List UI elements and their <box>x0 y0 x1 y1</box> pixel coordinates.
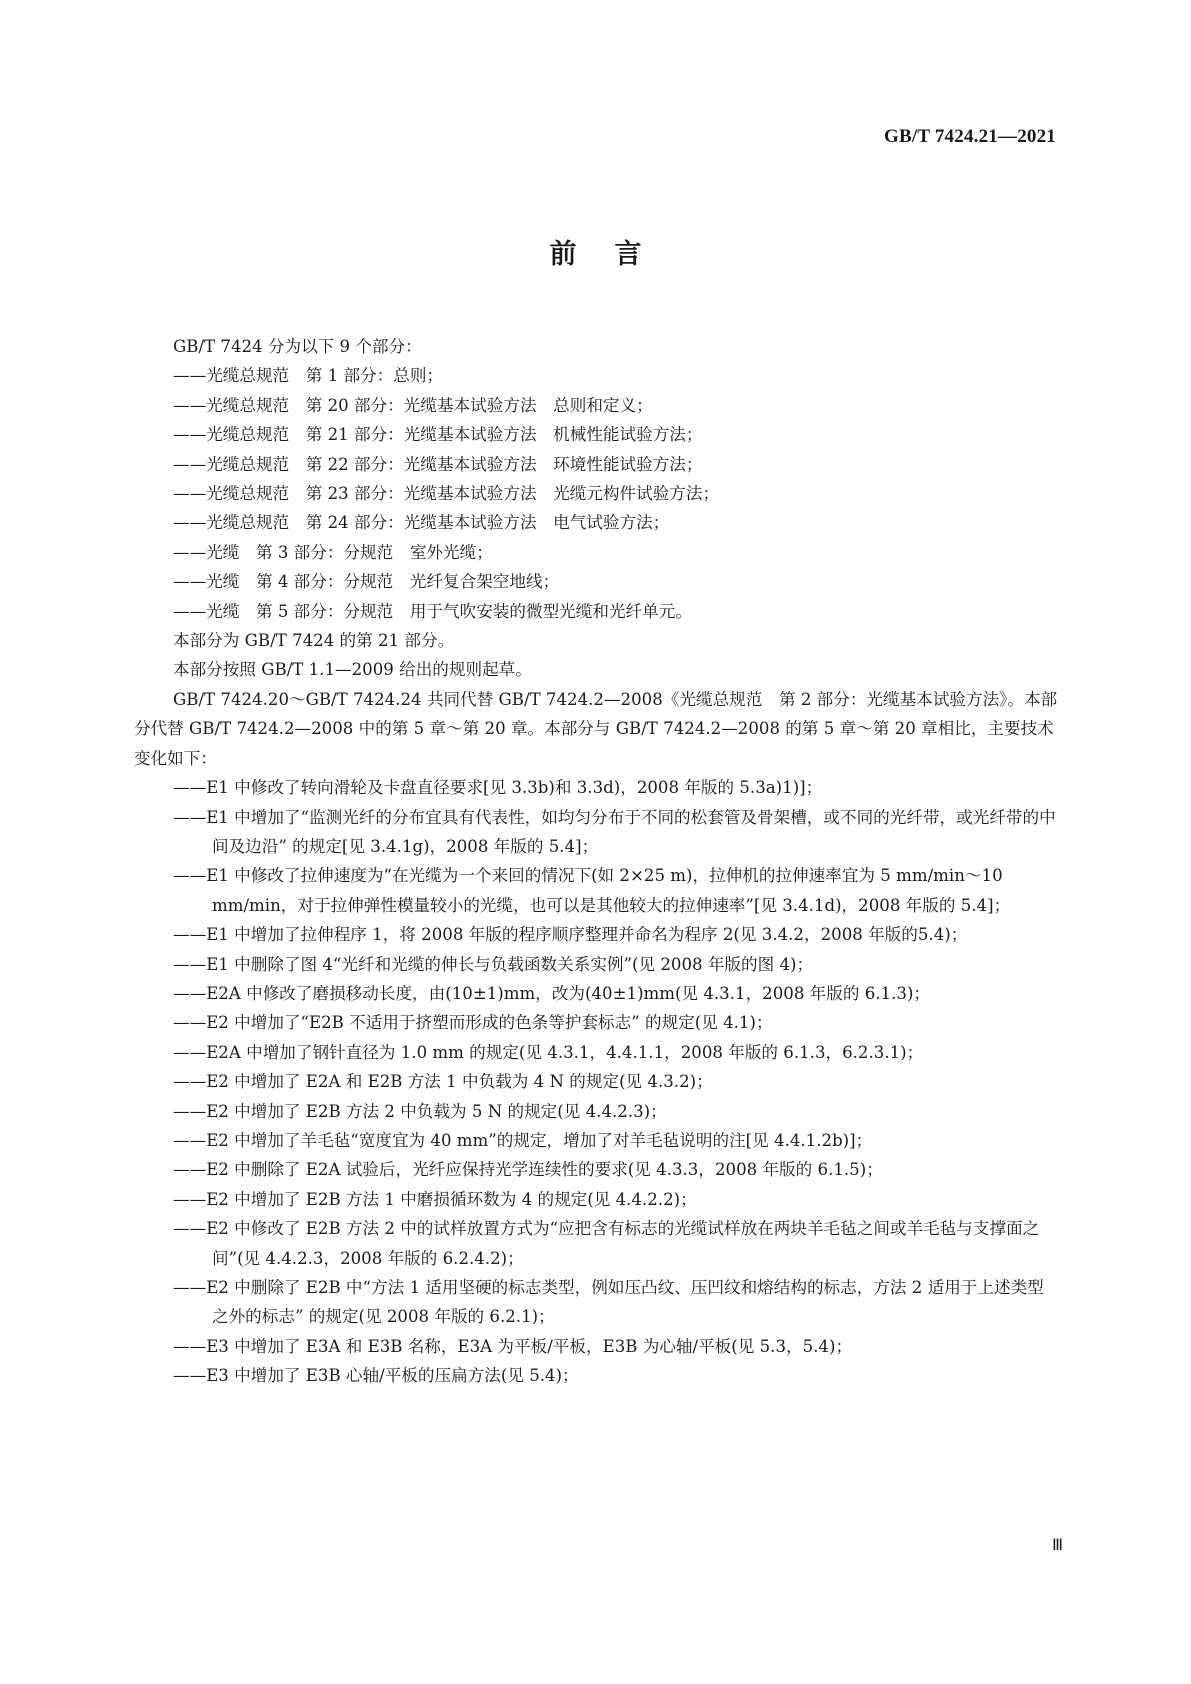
change-list-item: ——E2 中修改了 E2B 方法 2 中的试样放置方式为“应把含有标志的光缆试样放在两块羊毛毡之间或羊毛毡与支撑面之间”(见 4.4.2.3，2008 年版的 6.2.4.2)； <box>173 1219 1040 1268</box>
parts-list-item: ——光缆总规范 第 23 部分：光缆基本试验方法 光缆元构件试验方法； <box>173 484 720 504</box>
page-number: Ⅲ <box>1051 1537 1063 1554</box>
change-list-item: ——E2A 中增加了钢针直径为 1.0 mm 的规定(见 4.3.1，4.4.1.1，2008 年版的 6.1.3，6.2.3.1)； <box>173 1042 924 1062</box>
change-list-item: ——E2 中增加了 E2A 和 E2B 方法 1 中负载为 4 N 的规定(见 4.3.2)； <box>173 1072 713 1092</box>
change-list-item: ——E1 中增加了拉伸程序 1，将 2008 年版的程序顺序整理并命名为程序 2(见 3.4.2，2008 年版的5.4)； <box>173 925 968 945</box>
document-body <box>134 332 1058 1391</box>
parts-list-item: ——光缆 第 5 部分：分规范 用于气吹安装的微型光缆和光纤单元。 <box>173 601 692 621</box>
parts-list-item: ——光缆 第 3 部分：分规范 室外光缆； <box>173 542 493 562</box>
parts-list-item: ——光缆 第 4 部分：分规范 光纤复合架空地线； <box>173 572 560 592</box>
change-list-item: ——E2 中增加了羊毛毡“宽度宜为 40 mm”的规定，增加了对羊毛毡说明的注[见 4.4.1.2b)]； <box>173 1130 873 1150</box>
change-list-item: ——E2 中删除了 E2A 试验后，光纤应保持光学连续性的要求(见 4.3.3，2008 年版的 6.1.5)； <box>173 1160 883 1180</box>
parts-list-item: ——光缆总规范 第 22 部分：光缆基本试验方法 环境性能试验方法； <box>173 454 703 474</box>
change-list-item: ——E1 中修改了转向滑轮及卡盘直径要求[见 3.3b)和 3.3d)，2008 年版的 5.3a)1)]； <box>173 778 823 798</box>
document-code: GB/T 7424.21—2021 <box>884 126 1056 147</box>
change-list-item: ——E2A 中修改了磨损移动长度，由(10±1)mm，改为(40±1)mm(见 4.3.1，2008 年版的 6.1.3)； <box>173 983 931 1003</box>
intro-paragraph: GB/T 7424 分为以下 9 个部分： <box>173 337 422 356</box>
replacement-paragraph: GB/T 7424.20～GB/T 7424.24 共同代替 GB/T 7424.2—2008《光缆总规范 第 2 部分：光缆基本试验方法》。本部分代替 GB/T 7424.2—2008 中的第 5 章～第 20 章。本部分与 GB/T 7424.2—2008 的第 5 章～第 20 章相比，主要技术变化如下： <box>134 689 1058 768</box>
change-list-item: ——E1 中修改了拉伸速度为“在光缆为一个来回的情况下(如 2×25 m)，拉伸机的拉伸速率宜为 5 mm/min～10 mm/min，对于拉伸弹性模量较小的光缆，也可以是其他较大的拉伸速率”[见 3.4.1d)，2008 年版的 5.4]； <box>173 866 1011 915</box>
parts-list-item: ——光缆总规范 第 1 部分：总则； <box>173 366 444 386</box>
page-title: 前言 <box>549 239 680 270</box>
change-list-item: ——E2 中增加了 E2B 方法 2 中负载为 5 N 的规定(见 4.4.2.3)； <box>173 1101 667 1121</box>
change-list-item: ——E2 中增加了“E2B 不适用于挤塑而形成的色条等护套标志” 的规定(见 4.1)； <box>173 1013 773 1033</box>
rules-statement: 本部分按照 GB/T 1.1—2009 给出的规则起草。 <box>173 660 532 680</box>
parts-list-item: ——光缆总规范 第 24 部分：光缆基本试验方法 电气试验方法； <box>173 513 670 533</box>
parts-list-item: ——光缆总规范 第 20 部分：光缆基本试验方法 总则和定义； <box>173 395 653 415</box>
part-statement: 本部分为 GB/T 7424 的第 21 部分。 <box>173 631 455 651</box>
change-list-item: ——E2 中删除了 E2B 中“方法 1 适用坚硬的标志类型，例如压凸纹、压凹纹和熔结构的标志，方法 2 适用于上述类型之外的标志” 的规定(见 2008 年版的 6.2.1)； <box>173 1278 1044 1327</box>
change-list-item: ——E1 中删除了图 4“光纤和光缆的伸长与负载函数关系实例”(见 2008 年版的图 4)； <box>173 954 814 974</box>
change-list-item: ——E3 中增加了 E3A 和 E3B 名称，E3A 为平板/平板，E3B 为心轴/平板(见 5.3，5.4)； <box>173 1336 853 1356</box>
change-list-item: ——E1 中增加了“监测光纤的分布宜具有代表性，如均匀分布于不同的松套管及骨架槽，或不同的光纤带，或光纤带的中间及边沿” 的规定[见 3.4.1g)，2008 年版的 5.4]； <box>173 807 1056 856</box>
change-list-item: ——E3 中增加了 E3B 心轴/平板的压扁方法(见 5.4)； <box>173 1366 579 1386</box>
parts-list-item: ——光缆总规范 第 21 部分：光缆基本试验方法 机械性能试验方法； <box>173 425 703 445</box>
change-list-item: ——E2 中增加了 E2B 方法 1 中磨损循环数为 4 的规定(见 4.4.2.2)； <box>173 1189 697 1209</box>
